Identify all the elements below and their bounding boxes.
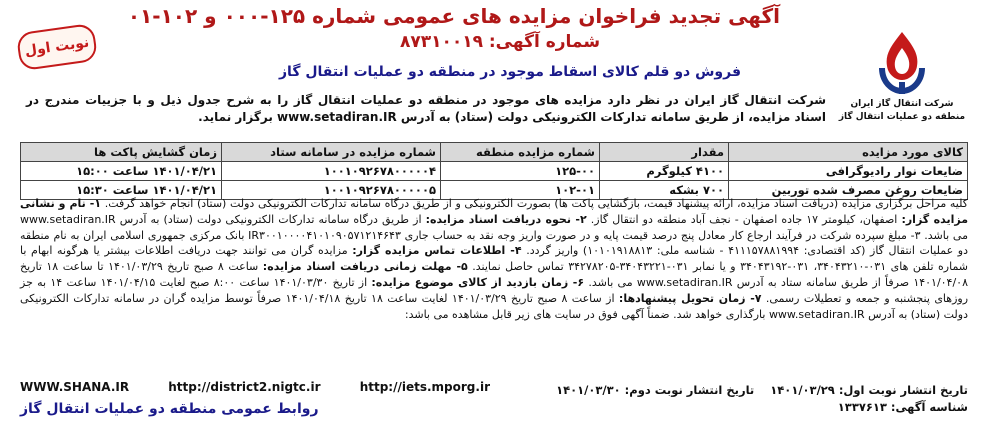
col-item: کالای مورد مزایده — [729, 143, 968, 162]
col-quantity: مقدار — [600, 143, 729, 162]
public-relations: روابط عمومی منطقه دو عملیات انتقال گاز — [20, 401, 319, 417]
edition-badge: نوبت اول — [16, 23, 99, 71]
company-logo — [836, 28, 968, 132]
cell-setad-number: ۱۰۰۱۰۹۲۶۷۸۰۰۰۰۰۴ — [222, 162, 441, 181]
clause-1-label: ۱- نام و نشانی مزایده گزار: — [20, 197, 969, 226]
clause-6-label: ۶- زمان بازدید از کالای موضوع مزایده: — [371, 275, 585, 289]
ad-id: شناسه آگهی: ۱۳۳۷۶۱۳ — [837, 400, 968, 414]
clause-4-label: ۴- اطلاعات تماس مزایده گزار: — [352, 244, 522, 258]
clause-2-text: از طریق درگاه سامانه تدارکات الکترونیکی دولت (ستاد) به آدرس www.setadiran.IR می باشد. ۳- مبلغ سپرده شرکت در فرآیند ارجاع کار معادل پنج درصد قیمت پایه و در صورت واریز وجه نقد به حساب جاری IR۳۰۰۱۰۰۰۰۴۱۰۱۰۹۰۵۷۱۲۱۴۶۴۳ بانک مرکزی جمهوری اسلامی ایران به نام منطقه دو عملیات انتقال گاز (کد اقتصادی: ۴۱۱۱۵۷۸۸۱۹۹۴ - شناسه ملی: ۱۰۱۰۱۹۱۸۸۱۳) واریز گردد. — [20, 212, 968, 258]
company-district: منطقه دو عملیات انتقال گاز — [838, 112, 966, 122]
table-header-row — [21, 143, 968, 162]
gas-flame-logo-icon — [869, 28, 935, 98]
cell-quantity: ۴۱۰۰ کیلوگرم — [600, 162, 729, 181]
notice-title: آگهی تجدید فراخوان مزایده های عمومی شماره ۱۲۵-۰۰۰ و ۱۰۲-۰۱ — [127, 4, 780, 28]
conditions-general: کلیه مراحل برگزاری مزایده (دریافت اسناد مزایده، ارائه پیشنهاد قیمت، بازگشایی پاکت ها) بصورت الکترونیکی و از طریق درگاه سامانه تدارکات الکترونیکی دولت (ستاد) انجام خواهد گرفت. — [104, 197, 968, 210]
col-opening-time: زمان گشایش پاکت ها — [21, 143, 222, 162]
clause-4-text: مزایده گران می توانند جهت دریافت اطلاعات بیشتر یا هرگونه ابهام با شماره تلفن های ۰۳۱-۳۴۰۴۳۲۱۰، ۰۳۱-۳۴۰۴۳۱۹۲ و یا نمابر ۰۳۱-۳۴۰۴۳۲۲۱-۳۴۲۷۸۲۰۵ تماس حاصل نمایند. — [20, 244, 969, 274]
clause-5-text: ساعت ۸ صبح تاریخ ۱۴۰۱/۰۳/۲۹ تا ساعت ۱۸ تاریخ ۱۴۰۱/۰۴/۰۸ صرفاً از طریق سامانه ستاد به آدرس www.setadiran.IR می باشد. — [20, 260, 968, 289]
clause-5-label: ۵- مهلت زمانی دریافت اسناد مزایده: — [262, 260, 468, 274]
cell-item: ضایعات نوار رادیوگرافی — [729, 162, 968, 181]
table-row — [21, 162, 968, 181]
cell-region-number: ۱۲۵-۰۰ — [441, 162, 600, 181]
link-shana[interactable]: WWW.SHANA.IR — [20, 380, 130, 394]
notice-subtitle: فروش دو قلم کالای اسقاط موجود در منطقه دو عملیات انتقال گاز — [279, 64, 741, 80]
clause-2-label: ۲- نحوه دریافت اسناد مزایده: — [425, 212, 587, 226]
cell-quantity: ۷۰۰ بشکه — [600, 181, 729, 200]
intro-paragraph: شرکت انتقال گاز ایران در نظر دارد مزایده های موجود در منطقه دو عملیات انتقال گاز را به شرح جدول ذیل و با جزییات مندرج در اسناد مزایده، از طریق سامانه تدارکات الکترونیکی دولت (ستاد) به آدرس www.setadiran.IR برگزار نماید. — [26, 93, 826, 124]
footer-links — [20, 376, 520, 420]
date-second-edition: تاریخ انتشار نوبت دوم: ۱۴۰۱/۰۳/۳۰ — [556, 383, 755, 397]
cell-region-number: ۱۰۲-۰۱ — [441, 181, 600, 200]
cell-setad-number: ۱۰۰۱۰۹۲۶۷۸۰۰۰۰۰۵ — [222, 181, 441, 200]
company-name: شرکت انتقال گاز ایران — [850, 99, 954, 109]
conditions-text — [20, 196, 968, 322]
clause-1-text: اصفهان، کیلومتر ۱۷ جاده اصفهان - نجف آباد منطقه دو انتقال گاز. — [590, 212, 898, 226]
ad-number: شماره آگهی: ۸۷۳۱۰۰۱۹ — [399, 32, 601, 52]
cell-opening-time: ۱۴۰۱/۰۴/۲۱ ساعت ۱۵:۳۰ — [21, 181, 222, 200]
clause-7-text: از ساعت ۸ صبح تاریخ ۱۴۰۱/۰۳/۲۹ لغایت ساعت ۱۸ تاریخ ۱۴۰۱/۰۴/۱۸ صرفاً توسط مزایده گران در سامانه تدارکات الکترونیکی دولت (ستاد) به آدرس www.setadiran.IR بارگذاری خواهد شد. ضمناً آگهی فوق در سایت های زیر قابل مشاهده می باشد: — [20, 291, 968, 321]
auction-items-table — [20, 142, 968, 200]
link-district2[interactable]: http://district2.nigtc.ir — [168, 380, 321, 394]
link-iets[interactable]: http://iets.mporg.ir — [359, 380, 490, 394]
clause-6-text: از تاریخ ۱۴۰۱/۰۳/۳۰ ساعت ۸:۰۰ صبح لغایت ۱۴۰۱/۰۴/۱۵ ساعت ۱۴ به جز روزهای پنجشنبه و جمعه و تعطیلات رسمی. — [20, 275, 969, 305]
clause-7-label: ۷- زمان تحویل پیشنهادها: — [618, 291, 762, 305]
publication-info — [538, 382, 968, 416]
col-setad-number: شماره مزایده در سامانه ستاد — [222, 143, 441, 162]
date-first-edition: تاریخ انتشار نوبت اول: ۱۴۰۱/۰۳/۲۹ — [770, 383, 968, 397]
cell-opening-time: ۱۴۰۱/۰۴/۲۱ ساعت ۱۵:۰۰ — [21, 162, 222, 181]
col-region-number: شماره مزایده منطقه — [441, 143, 600, 162]
cell-item: ضایعات روغن مصرف شده توربین — [729, 181, 968, 200]
